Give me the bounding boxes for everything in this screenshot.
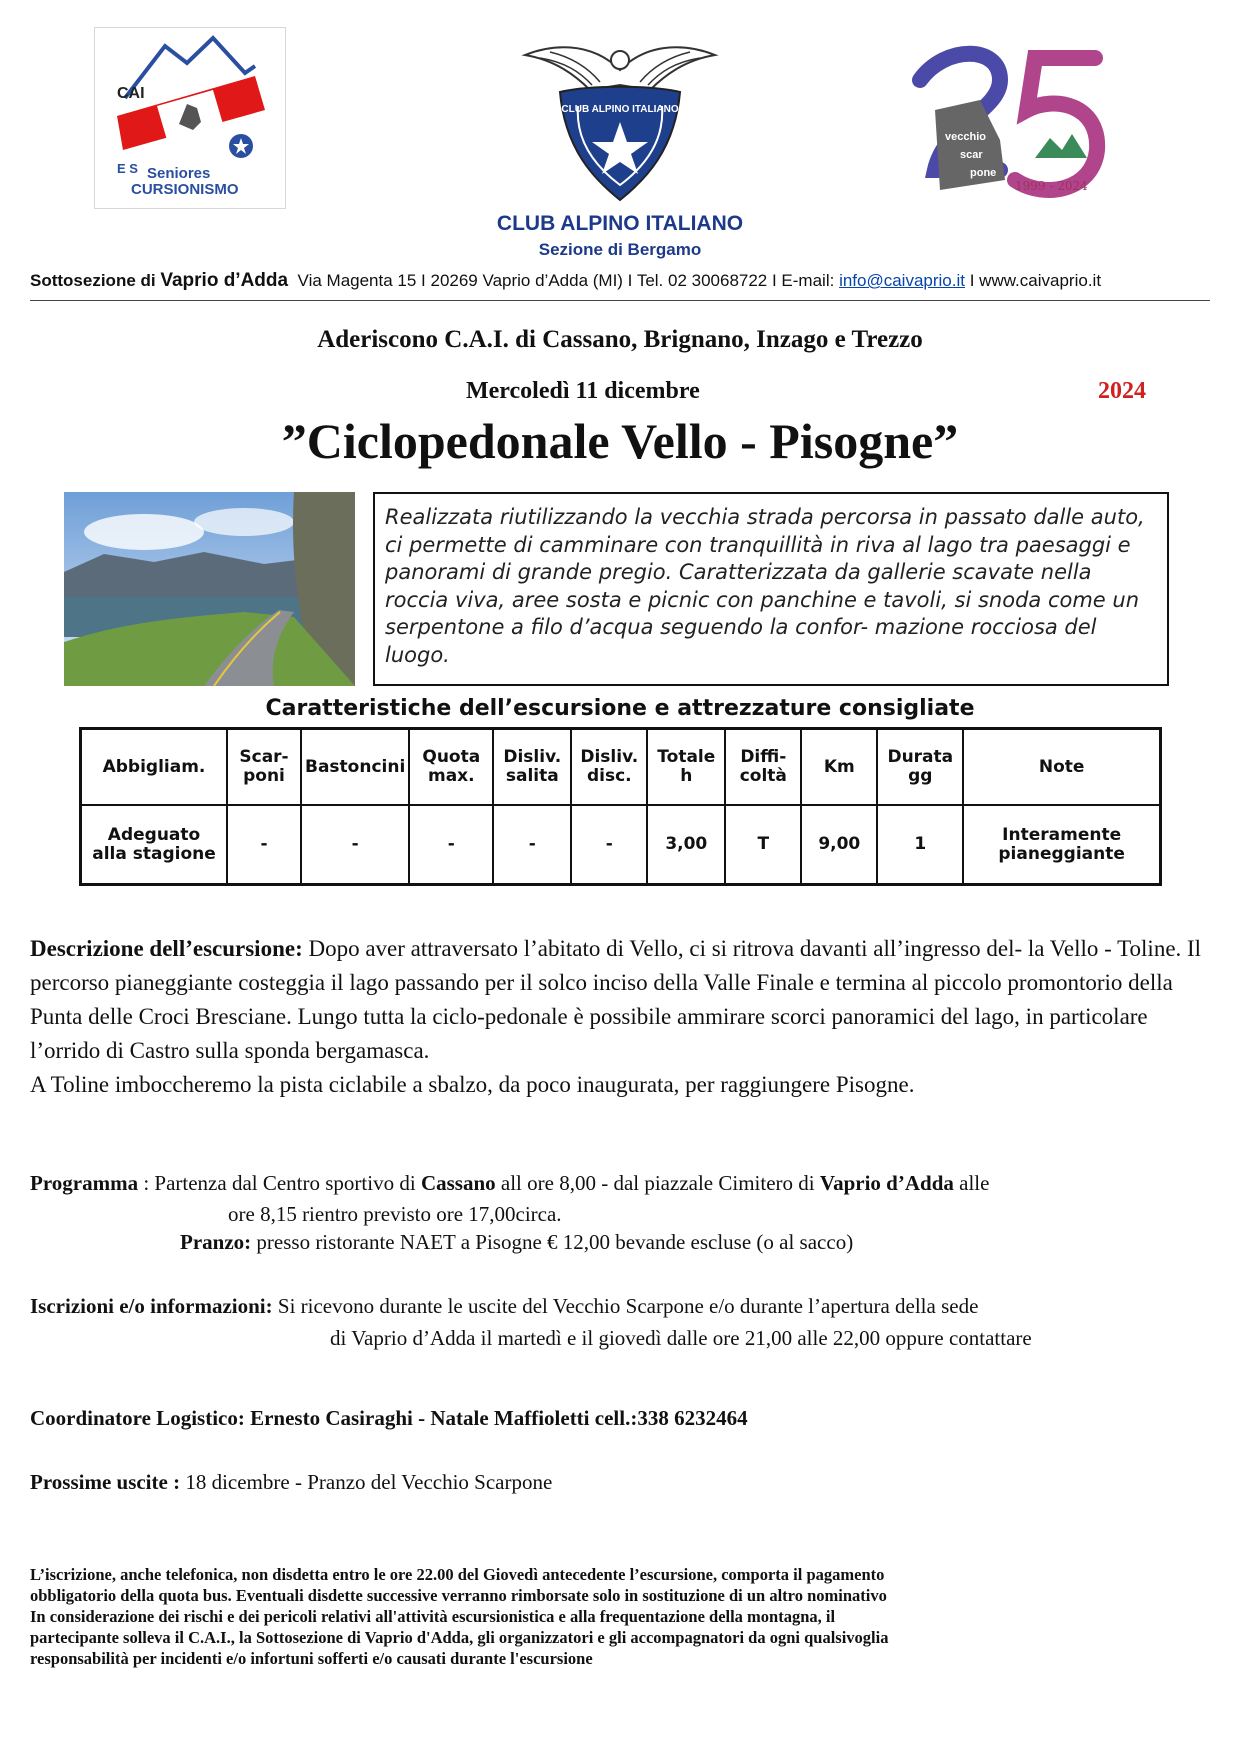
table-header-cell [647, 729, 725, 806]
description-text-2: A Toline imboccheremo la pista ciclabile a sbalzo, da poco inaugurata, per raggiungere Pisogne. [30, 1072, 915, 1097]
lunch-label: Pranzo: [180, 1230, 252, 1254]
org-name: CLUB ALPINO ITALIANO [496, 212, 744, 235]
disclaimer: L’iscrizione, anche telefonica, non disdetta entro le ore 22.00 del Giovedì antecedente l’escursione, comporta il pagamento obbligatorio della quota bus. Eventuali disdette successive verranno rimborsate solo in sostituzione di un altro nominativo In considerazione dei rischi e dei pericoli relativi all'attività escursionistica e alla frequentazione della montagna, il partecipante solleva il C.A.I., la Sottosezione di Vaprio d'Adda, gli organizzatori e gli accompagnatori da ogni qualsivoglia responsabilità per incidenti e/o infortuni sofferti e/o causati durante l'escursione [30, 1565, 889, 1668]
subsection-name: Vaprio d’Adda [160, 270, 289, 291]
table-value-text: 3,00 [665, 834, 708, 854]
seniores-escursionismo-logo [94, 27, 286, 209]
table-value-cell [301, 805, 409, 885]
table-header-cell [409, 729, 493, 806]
table-value-text: T [757, 834, 770, 854]
table-header-row [81, 729, 1161, 806]
event-title: ”Ciclopedonale Vello - Pisogne” [281, 413, 959, 469]
email-link[interactable]: info@caivaprio.it [839, 271, 965, 290]
table-header-cell [571, 729, 647, 806]
table-header-cell [301, 729, 409, 806]
cai-eagle-emblem [520, 30, 720, 210]
table-value-text: alla stagione [92, 843, 216, 864]
table-value-text: pianeggiante [998, 843, 1125, 864]
program: Programma : Partenza dal Centro sportivo di Cassano all ore 8,00 - dal piazzale Cimitero di Vaprio d’Adda alle ore 8,15 rientro previsto ore 17,00circa. [30, 1171, 990, 1226]
table-header-text: Durata [887, 747, 954, 767]
table-value-text: - [260, 834, 268, 854]
table-value-cell [227, 805, 301, 885]
table-header-cell [227, 729, 301, 806]
table-value-text: Adeguato [107, 824, 201, 845]
table-value-cell [81, 805, 228, 885]
svg-text:pone: pone [970, 167, 997, 179]
table-header-cell [493, 729, 571, 806]
table-header-text: Quota [422, 747, 481, 767]
address: Via Magenta 15 I 20269 Vaprio d’Adda (MI) I Tel. 02 30068722 I E-mail: [297, 271, 840, 290]
registration-label: Iscrizioni e/o informazioni: [30, 1294, 273, 1318]
event-date: Mercoledì 11 dicembre [466, 378, 700, 404]
table-header-text: Diffi- [740, 747, 787, 767]
table-header-text: Note [1038, 756, 1085, 777]
lunch-text: presso ristorante NAET a Pisogne € 12,00 bevande escluse (o al sacco) [251, 1230, 854, 1254]
org-section: Sezione di Bergamo [538, 240, 702, 259]
lake-path-photo [64, 492, 355, 686]
table-value-text: - [605, 834, 613, 854]
program-label: Programma [30, 1171, 139, 1195]
table-header-text: gg [908, 766, 933, 786]
table-header-cell [801, 729, 877, 806]
table-value-text: - [447, 834, 455, 854]
svg-text:scar: scar [960, 149, 983, 161]
table-value-text: 9,00 [818, 834, 861, 854]
logo-cai-text: CAI [117, 85, 145, 102]
table-value-cell [493, 805, 571, 885]
table-value-cell [877, 805, 963, 885]
excursion-description [30, 932, 1212, 1102]
table-value-text: Interamente [1002, 824, 1122, 845]
adhering-sections: Aderiscono C.A.I. di Cassano, Brignano, Inzago e Trezzo [317, 326, 923, 353]
table-header-text: Scar- [239, 747, 289, 767]
intro-description-box: Realizzata riutilizzando la vecchia strada percorsa in passato dalle auto, ci permette di camminare con tranquillità in riva al lago tra paesaggi e panorami di grande pregio. Caratterizzata da gallerie scavate nella roccia viva, aree sosta e picnic con panchine e tavoli, si snoda come un serpentone a filo d’acqua seguendo la confor- mazione rocciosa del luogo. [373, 492, 1169, 686]
table-header-text: Km [823, 756, 855, 777]
table-value-cell [801, 805, 877, 885]
table-value-text: 1 [914, 834, 927, 854]
lunch-info [180, 1230, 853, 1255]
vecchio-scarpone-25-logo [905, 40, 1115, 215]
program-line-2: ore 8,15 rientro previsto ore 17,00circa. [228, 1202, 562, 1226]
svg-text:CLUB ALPINO ITALIANO: CLUB ALPINO ITALIANO [561, 104, 679, 115]
features-table [79, 727, 1162, 886]
description-label: Descrizione dell’escursione: [30, 936, 303, 961]
svg-text:E S: E S [117, 161, 138, 176]
table-value-cell [725, 805, 801, 885]
table-header-cell [963, 729, 1160, 806]
table-header-text: poni [243, 766, 285, 786]
svg-text:1999 - 2024: 1999 - 2024 [1015, 179, 1088, 193]
table-header-cell [81, 729, 228, 806]
contact-line [30, 270, 1101, 292]
table-header-text: Bastoncini [305, 756, 406, 777]
table-header-cell [725, 729, 801, 806]
table-header-text: Totale [657, 747, 716, 767]
table-header-text: Disliv. [580, 747, 639, 767]
table-header-text: h [680, 766, 693, 786]
table-header-text: Abbigliam. [102, 756, 206, 777]
table-value-text: - [528, 834, 536, 854]
table-header-text: Disliv. [503, 747, 562, 767]
table-value-cell [571, 805, 647, 885]
table-header-text: disc. [586, 766, 632, 786]
event-year: 2024 [1098, 378, 1146, 404]
description-text: Dopo aver attraversato l’abitato di Vello, ci si ritrova davanti all’ingresso del- la Vello - Toline. Il percorso pianeggiante costeggia il lago passando per il solco inciso della Valle Finale e termina al piccolo promontorio della Punta delle Croci Bresciane. Lungo tutta la ciclo-pedonale è possibile ammirare scorci panoramici del lago, in particolare l’orrido di Castro sulla sponda bergamasca. [30, 936, 1202, 1063]
table-value-cell [963, 805, 1160, 885]
table-values-row [81, 805, 1161, 885]
header-divider [30, 300, 1210, 301]
website: I www.caivaprio.it [965, 271, 1102, 290]
svg-text:CURSIONISMO: CURSIONISMO [131, 181, 239, 198]
table-caption: Caratteristiche dell’escursione e attrezzature consigliate [265, 696, 975, 721]
next-outings-label: Prossime uscite : [30, 1470, 181, 1494]
subsection-prefix: Sottosezione di [30, 271, 161, 290]
svg-text:Seniores: Seniores [147, 165, 211, 182]
table-header-text: max. [427, 766, 475, 786]
registration-info: Iscrizioni e/o informazioni: Si ricevono durante le uscite del Vecchio Scarpone e/o durante l’apertura della sede di Vaprio d’Adda il martedì e il giovedì dalle ore 21,00 alle 22,00 oppure contattare [30, 1294, 1032, 1350]
table-header-text: salita [505, 766, 559, 786]
svg-text:vecchio: vecchio [945, 131, 986, 143]
table-value-cell [409, 805, 493, 885]
table-header-text: coltà [739, 766, 787, 786]
logistics-coordinator: Coordinatore Logistico: Ernesto Casiraghi - Natale Maffioletti cell.:338 6232464 [30, 1406, 748, 1430]
next-outings: Prossime uscite : 18 dicembre - Pranzo del Vecchio Scarpone [30, 1470, 553, 1494]
table-header-cell [877, 729, 963, 806]
table-value-cell [647, 805, 725, 885]
table-value-text: - [351, 834, 359, 854]
